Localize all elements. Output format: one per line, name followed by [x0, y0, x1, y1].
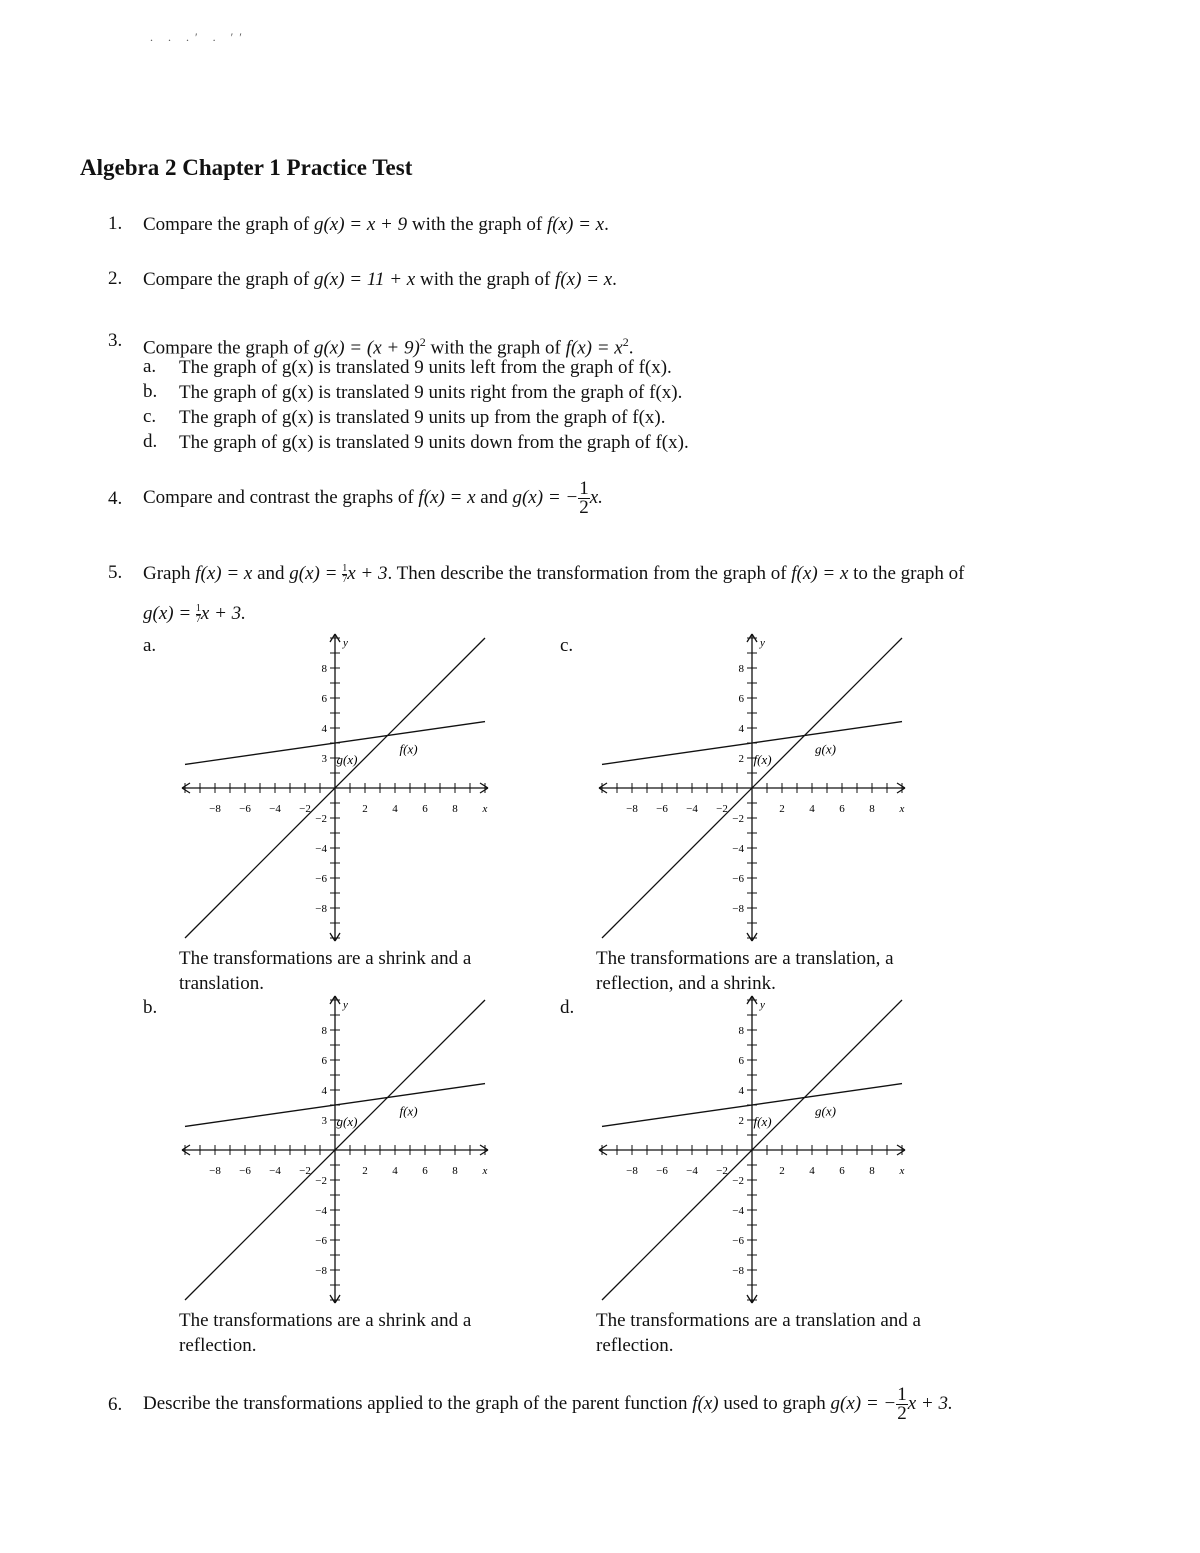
g-label: g(x): [815, 741, 836, 757]
q5-g-post: x + 3: [347, 563, 388, 584]
choice-d-caption: The transformations are a translation and a reflection.: [596, 1310, 921, 1356]
y-tick-label: −2: [732, 813, 744, 825]
y-tick-label: −2: [315, 813, 327, 825]
q5-line2-frac-num: 1: [195, 603, 201, 615]
q3-option-d-letter: d.: [143, 431, 158, 452]
q2-mid: with the graph of: [415, 269, 556, 290]
q3-mid: with the graph of: [425, 337, 566, 359]
y-tick-label: 2: [738, 1115, 744, 1127]
y-tick-label: 4: [738, 723, 744, 735]
q3-end: .: [628, 337, 634, 359]
q2-g: g(x) = 11 + x: [313, 269, 416, 290]
y-tick-label: −2: [732, 1175, 744, 1187]
q5-end: to the graph of: [848, 563, 965, 584]
x-tick-label: 8: [452, 1165, 458, 1177]
x-tick-label: 4: [809, 803, 815, 815]
x-tick-label: 8: [452, 803, 458, 815]
x-tick-label: −8: [209, 1165, 221, 1177]
q4-mid: and: [475, 487, 513, 508]
x-tick-label: −8: [626, 803, 638, 815]
q4-g-post: x.: [589, 487, 603, 508]
x-tick-label: 6: [839, 803, 845, 815]
x-tick-label: −8: [209, 803, 221, 815]
x-tick-label: 6: [422, 803, 428, 815]
y-tick-label: 8: [321, 1025, 327, 1037]
q3-number: 3.: [108, 330, 123, 351]
x-tick-label: −6: [239, 1165, 251, 1177]
y-tick-label: −6: [315, 873, 327, 885]
q5-frac-den: 7: [342, 574, 348, 586]
q6-f: f(x): [692, 1393, 719, 1414]
f-label: f(x): [399, 1103, 418, 1119]
q6-frac-num: 1: [897, 1384, 907, 1406]
q6-fraction: [896, 1386, 908, 1423]
y-axis-label: y: [343, 999, 348, 1011]
f-label: f(x): [399, 741, 418, 757]
q1-text: [143, 213, 609, 237]
y-axis-label: y: [760, 637, 765, 649]
f-label: f(x): [753, 1114, 772, 1129]
y-tick-label: 6: [738, 693, 744, 705]
choice-d-letter[interactable]: d.: [560, 997, 575, 1018]
q3-option-c-letter: c.: [143, 406, 157, 427]
y-tick-label: 2: [738, 753, 744, 765]
y-tick-label: 4: [321, 723, 327, 735]
y-tick-label: −6: [732, 873, 744, 885]
y-tick-label: −8: [315, 1265, 327, 1277]
x-tick-label: 2: [779, 803, 785, 815]
q6-text: [143, 1382, 953, 1426]
q1-g: g(x) = x + 9: [313, 214, 408, 235]
q5-and: and: [252, 563, 290, 584]
x-tick-label: −4: [686, 803, 698, 815]
x-tick-label: −2: [716, 1165, 728, 1177]
q4-f: f(x) = x: [418, 487, 476, 508]
x-tick-label: 8: [869, 1165, 875, 1177]
x-tick-label: 4: [392, 1165, 398, 1177]
q3-f-exp: 2: [622, 335, 629, 349]
y-tick-label: 8: [321, 663, 327, 675]
g-label: g(x): [815, 1103, 836, 1119]
q1-f: f(x) = x: [546, 214, 605, 235]
choice-b-caption: The transformations are a shrink and a reflection.: [179, 1310, 472, 1356]
q5-g: g(x) =: [289, 563, 343, 584]
choice-b-letter[interactable]: b.: [143, 997, 158, 1018]
q4-pre: Compare and contrast the graphs of: [143, 487, 419, 508]
q3-g-exp: 2: [419, 335, 426, 349]
q3-option-d[interactable]: The graph of g(x) is translated 9 units down from the graph of f(x).: [179, 432, 689, 453]
x-tick-label: −2: [299, 1165, 311, 1177]
x-tick-label: 2: [362, 803, 368, 815]
y-tick-label: −4: [315, 843, 327, 855]
q4-fraction: [578, 480, 590, 517]
q4-frac-den: 2: [579, 497, 589, 519]
y-tick-label: 8: [738, 1025, 744, 1037]
y-tick-label: 6: [738, 1055, 744, 1067]
q5-f2: f(x) = x: [791, 563, 849, 584]
q3-option-b[interactable]: The graph of g(x) is translated 9 units right from the graph of f(x).: [179, 382, 683, 403]
q5-frac-num: 1: [342, 563, 348, 575]
x-axis-label: x: [482, 1165, 488, 1177]
y-axis-label: y: [343, 637, 348, 649]
q6-number: 6.: [108, 1394, 123, 1415]
x-tick-label: 6: [422, 1165, 428, 1177]
y-tick-label: −8: [732, 903, 744, 915]
q6-g: g(x) = −: [830, 1393, 897, 1414]
x-tick-label: 8: [869, 803, 875, 815]
q2-text: [143, 268, 617, 292]
x-tick-label: −6: [239, 803, 251, 815]
x-tick-label: −6: [656, 803, 668, 815]
y-tick-label: −4: [732, 843, 744, 855]
q5-number: 5.: [108, 562, 123, 583]
q4-text: [143, 476, 603, 520]
x-tick-label: −2: [299, 803, 311, 815]
q3-option-a[interactable]: The graph of g(x) is translated 9 units left from the graph of f(x).: [179, 357, 672, 378]
q3-g: g(x) = (x + 9): [313, 337, 420, 359]
q5-line2-post: x + 3.: [200, 603, 246, 624]
choice-c-caption: The transformations are a translation, a reflection, and a shrink.: [596, 948, 894, 994]
scan-specks: . . .′ . ′′: [150, 30, 248, 44]
g-label: g(x): [336, 1114, 358, 1129]
q2-f: f(x) = x: [555, 269, 613, 290]
y-tick-label: −6: [315, 1235, 327, 1247]
graph-d: [597, 992, 909, 1307]
x-tick-label: 4: [392, 803, 398, 815]
y-tick-label: −4: [732, 1205, 744, 1217]
y-tick-label: 3: [321, 1115, 327, 1127]
choice-c-letter[interactable]: c.: [560, 635, 574, 656]
y-tick-label: −4: [315, 1205, 327, 1217]
q3-option-b-letter: b.: [143, 381, 158, 402]
q1-end: .: [604, 214, 609, 235]
f-label: f(x): [753, 752, 772, 767]
y-tick-label: 4: [738, 1085, 744, 1097]
q3-option-a-letter: a.: [143, 356, 157, 377]
q5-line2-g: g(x) =: [143, 603, 196, 624]
x-tick-label: −4: [686, 1165, 698, 1177]
x-tick-label: −8: [626, 1165, 638, 1177]
choice-a-letter[interactable]: a.: [143, 635, 157, 656]
q3-f: f(x) = x: [565, 337, 623, 359]
graph-c: [597, 630, 909, 945]
y-tick-label: 6: [321, 1055, 327, 1067]
q5-f: f(x) = x: [195, 563, 253, 584]
x-axis-label: x: [482, 803, 488, 815]
q6-mid: used to graph: [718, 1393, 831, 1414]
q1-number: 1.: [108, 213, 123, 234]
y-tick-label: −8: [315, 903, 327, 915]
q2-number: 2.: [108, 268, 123, 289]
q1-pre: Compare the graph of: [143, 214, 314, 235]
q1-mid: with the graph of: [407, 214, 547, 235]
x-tick-label: −4: [269, 1165, 281, 1177]
q2-pre: Compare the graph of: [143, 269, 314, 290]
q2-end: .: [612, 269, 617, 290]
x-tick-label: −6: [656, 1165, 668, 1177]
y-tick-label: 6: [321, 693, 327, 705]
q5-line2-frac-den: 7: [195, 614, 201, 626]
x-tick-label: 2: [779, 1165, 785, 1177]
q5-pre: Graph: [143, 563, 196, 584]
y-tick-label: 4: [321, 1085, 327, 1097]
q6-frac-den: 2: [897, 1403, 907, 1425]
y-tick-label: −2: [315, 1175, 327, 1187]
y-tick-label: −8: [732, 1265, 744, 1277]
g-label: g(x): [336, 752, 358, 767]
x-tick-label: 4: [809, 1165, 815, 1177]
y-tick-label: −6: [732, 1235, 744, 1247]
graph-b: [180, 992, 492, 1307]
x-axis-label: x: [899, 803, 905, 815]
page-title: Algebra 2 Chapter 1 Practice Test: [80, 155, 413, 180]
q3-option-c[interactable]: The graph of g(x) is translated 9 units up from the graph of f(x).: [179, 407, 666, 428]
x-tick-label: −2: [716, 803, 728, 815]
q4-g: g(x) = −: [512, 487, 579, 508]
x-tick-label: 2: [362, 1165, 368, 1177]
x-tick-label: 6: [839, 1165, 845, 1177]
q5-mid: . Then describe the transformation from the graph of: [387, 563, 792, 584]
q4-number: 4.: [108, 488, 123, 509]
q3-pre: Compare the graph of: [143, 337, 314, 359]
x-tick-label: −4: [269, 803, 281, 815]
y-axis-label: y: [760, 999, 765, 1011]
x-axis-label: x: [899, 1165, 905, 1177]
y-tick-label: 8: [738, 663, 744, 675]
q5-line1: [143, 562, 964, 586]
q4-frac-num: 1: [579, 478, 589, 500]
q6-pre: Describe the transformations applied to the graph of the parent function: [143, 1393, 693, 1414]
choice-a-caption: The transformations are a shrink and a translation.: [179, 948, 472, 994]
q5-line2: [143, 602, 246, 626]
y-tick-label: 3: [321, 753, 327, 765]
graph-a: [180, 630, 492, 945]
q6-g-post: x + 3.: [907, 1393, 953, 1414]
